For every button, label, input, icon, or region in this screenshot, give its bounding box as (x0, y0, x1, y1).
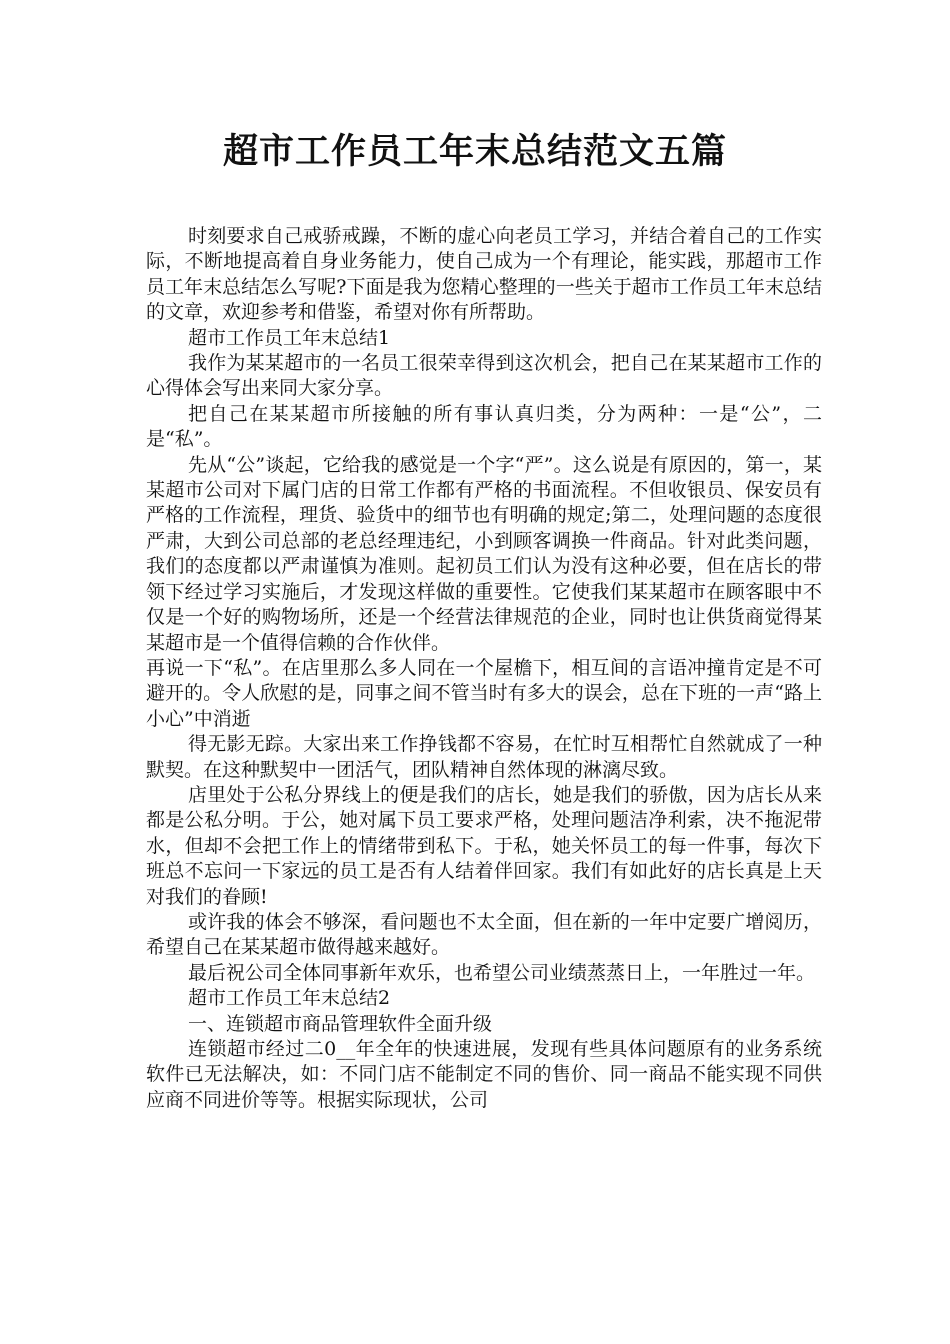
paragraph: 把自己在某某超市所接触的所有事认真归类，分为两种：一是“公”，二是“私”。 (146, 402, 822, 451)
paragraph: 连锁超市经过二0__年全年的快速进展，发现有些具体问题原有的业务系统软件已无法解决，如：不同门店不能制定不同的售价、同一商品不能实现不同供应商不同进价等等。根据实际现状，公司 (146, 1038, 822, 1111)
paragraph: 再说一下“私”。在店里那么多人同在一个屋檐下，相互间的言语冲撞肯定是不可避开的。令人欣慰的是，同事之间不管当时有多大的误会，总在下班的一声“路上小心”中消逝 (146, 656, 822, 730)
section-heading: 超市工作员工年末总结2 (188, 987, 391, 1010)
subsection-heading: 一、连锁超市商品管理软件全面升级 (188, 1012, 493, 1035)
paragraph: 店里处于公私分界线上的便是我们的店长，她是我们的骄傲，因为店长从来都是公私分明。于公，她对属下员工要求严格，处理问题洁净利索，决不拖泥带水，但却不会把工作上的情绪带到私下。于私，她关怀员工的每一件事，每次下班总不忘问一下家远的员工是否有人结着伴回家。我们有如此好的店长真是上天对我们的眷顾! (146, 783, 822, 908)
paragraph: 我作为某某超市的一名员工很荣幸得到这次机会，把自己在某某超市工作的心得体会写出来同大家分享。 (146, 352, 822, 400)
paragraph: 时刻要求自己戒骄戒躁，不断的虚心向老员工学习，并结合着自己的工作实际，不断地提高着自身业务能力，使自己成为一个有理论，能实践，那超市工作员工年末总结怎么写呢?下面是我为您精心整理的一些关于超市工作员工年末总结的文章，欢迎参考和借鉴，希望对你有所帮助。 (146, 225, 822, 324)
paragraph: 得无影无踪。大家出来工作挣钱都不容易，在忙时互相帮忙自然就成了一种默契。在这种默契中一团活气，团队精神自然体现的淋漓尽致。 (146, 733, 822, 781)
paragraph: 最后祝公司全体同事新年欢乐，也希望公司业绩蒸蒸日上，一年胜过一年。 (188, 961, 816, 984)
paragraph: 先从“公”谈起，它给我的感觉是一个字“严”。这么说是有原因的，第一，某某超市公司对下属门店的日常工作都有严格的书面流程。不但收银员、保安员有严格的工作流程，理货、验货中的细节也有明确的规定;第二，处理问题的态度很严肃，大到公司总部的老总经理违纪，小到顾客调换一件商品。针对此类问题，我们的态度都以严肃谨慎为准则。起初员工们认为没有这种必要，但在店长的带领下经过学习实施后，才发现这样做的重要性。它使我们某某超市在顾客眼中不仅是一个好的购物场所，还是一个经营法律规范的企业，同时也让供货商觉得某某超市是一个值得信赖的合作伙伴。 (146, 453, 822, 654)
section-heading: 超市工作员工年末总结1 (188, 326, 391, 349)
document-title: 超市工作员工年末总结范文五篇 (222, 132, 727, 172)
paragraph: 或许我的体会不够深，看问题也不太全面，但在新的一年中定要广增阅历，希望自己在某某超市做得越来越好。 (146, 910, 822, 959)
document-body (146, 224, 822, 1113)
